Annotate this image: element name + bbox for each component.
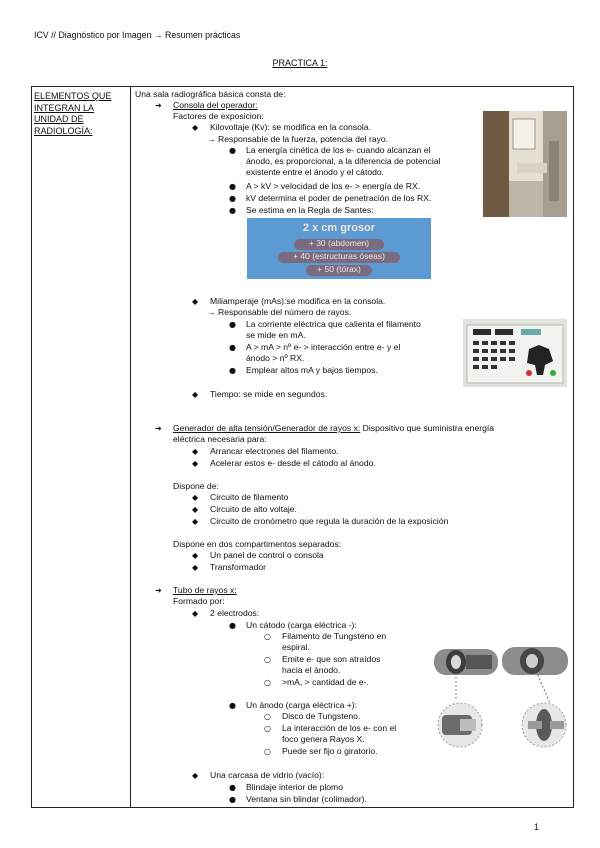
dot-bullet: ● [229, 701, 236, 710]
circle-bullet: ○ [264, 724, 271, 733]
circle-bullet: ○ [264, 632, 271, 641]
kv-resp-text: → Responsable de la fuerza, potencia del rayo. [207, 134, 389, 144]
gen-d2-text: Acelerar estos e- desde el cátodo al ánodo. [210, 458, 376, 468]
compartimentos-text: Dispone en dos compartimentos separados: [173, 539, 342, 549]
gen-d1-text: Arrancar electrones del filamento. [210, 446, 339, 456]
ma-text: Miliamperaje (mAs):se modifica en la consola. [210, 296, 386, 306]
circle-bullet: ○ [264, 655, 271, 664]
generador-line2: eléctrica necesaria para: [173, 434, 267, 444]
comp1-text: Un panel de control o consola [210, 550, 324, 560]
circle-bullet: ○ [264, 678, 271, 687]
cat2-line1: Emite e- que son atraídos [282, 654, 381, 664]
an3-text: Puede ser fijo o giratorio. [282, 746, 378, 756]
santes-line: + 50 (tórax) [317, 264, 361, 274]
formado-text: Formado por: [173, 596, 225, 606]
santes-line: + 40 (estructuras óseas) [293, 251, 385, 261]
diamond-bullet: ◆ [192, 123, 199, 132]
dot-bullet: ● [229, 194, 236, 203]
kv-b1-line1: La energía cinética de los e- cuando alcanzan el [246, 145, 431, 155]
comp2-text: Transformador [210, 562, 267, 572]
xray-room-photo [483, 111, 567, 217]
dot-bullet: ● [229, 783, 236, 792]
arrow-bullet: ➔ [155, 586, 162, 595]
arrow-bullet: ➔ [155, 101, 162, 110]
circle-bullet: ○ [264, 712, 271, 721]
dot-bullet: ● [229, 206, 236, 215]
tiempo-text: Tiempo: se mide en segundos. [210, 389, 328, 399]
generador-desc: Dispositivo que suministra energía [360, 423, 495, 433]
diamond-bullet: ◆ [192, 505, 199, 514]
carcasa-text: Una carcasa de vidrio (vacío): [210, 770, 325, 780]
dispone-text: Dispone de: [173, 481, 219, 491]
page-number: 1 [534, 822, 540, 832]
an2-line2: foco genera Rayos X. [282, 734, 365, 744]
generador-heading: Generador de alta tensión/Generador de rayos x: [173, 423, 361, 433]
control-console-photo [463, 319, 567, 387]
santes-rule-image [247, 218, 431, 279]
disp2-text: Circuito de alto voltaje. [210, 504, 297, 514]
ma-b1-line1: La corriente eléctrica que calienta el filamento [246, 319, 421, 329]
disp3-text: Circuito de cronómetro que regula la duración de la exposición [210, 516, 449, 526]
dot-bullet: ● [229, 146, 236, 155]
kv-b3-text: kV determina el poder de penetración de los RX. [246, 193, 432, 203]
dot-bullet: ● [229, 621, 236, 630]
santes-line: 2 x cm grosor [302, 222, 376, 234]
diamond-bullet: ◆ [192, 563, 199, 572]
ma-b3-text: Emplear altos mA y bajos tiempos. [246, 365, 378, 375]
ma-resp-text: → Responsable del número de rayos. [207, 307, 352, 317]
kv-b1-line3: existente entre el ánodo y el cátodo. [246, 167, 385, 177]
diamond-bullet: ◆ [192, 297, 199, 306]
xray-tube-illustration [432, 641, 572, 753]
column-divider [130, 86, 131, 808]
generador-line1 [173, 423, 494, 434]
diamond-bullet: ◆ [192, 493, 199, 502]
anodo-text: Un ánodo (carga eléctrica +): [246, 700, 358, 710]
dot-bullet: ● [229, 343, 236, 352]
page-title: PRACTICA 1: [272, 58, 328, 68]
diamond-bullet: ◆ [192, 771, 199, 780]
dot-bullet: ● [229, 182, 236, 191]
cat3-text: >mA, > cantidad de e-. [282, 677, 369, 687]
disp1-text: Circuito de filamento [210, 492, 289, 502]
diamond-bullet: ◆ [192, 447, 199, 456]
diamond-bullet: ◆ [192, 551, 199, 560]
dot-bullet: ● [229, 795, 236, 804]
cat2-line2: hacia el ánodo. [282, 665, 341, 675]
ma-b2-line1: A > mA > nº e- > interacción entre e- y el [246, 342, 401, 352]
dot-bullet: ● [229, 366, 236, 375]
document-header: ICV // Diagnóstico por Imagen → Resumen prácticas [34, 30, 241, 40]
kv-b4-text: Se estima en la Regla de Santes: [246, 205, 374, 215]
an2-line1: La interacción de los e- con el [282, 723, 397, 733]
ma-b1-line2: se mide en mA. [246, 330, 306, 340]
catodo-text: Un cátodo (carga eléctrica -): [246, 620, 357, 630]
factores-text: Factores de exposicion: [173, 111, 264, 121]
cat1-line1: Filamento de Tungsteno en [282, 631, 387, 641]
an1-text: Disco de Tungsteno. [282, 711, 361, 721]
diamond-bullet: ◆ [192, 390, 199, 399]
diamond-bullet: ◆ [192, 517, 199, 526]
kv-b1-line2: ánodo, es proporcional, a la diferencia de potencial [246, 156, 441, 166]
intro-text: Una sala radiográfica básica consta de: [135, 89, 286, 99]
santes-line: + 30 (abdomen) [308, 238, 370, 248]
circle-bullet: ○ [264, 747, 271, 756]
tubo-heading: Tubo de rayos x: [173, 585, 237, 595]
car2-text: Ventana sin blindar (colimador). [246, 794, 367, 804]
section-title: ELEMENTOS QUE INTEGRAN LA UNIDAD DE RADIOLOGÍA: [34, 91, 112, 136]
consola-heading: Consola del operador: [173, 100, 258, 110]
diamond-bullet: ◆ [192, 459, 199, 468]
kv-text: Kilovoltaje (Kv): se modifica en la consola. [210, 122, 371, 132]
electrodos-text: 2 electrodos: [210, 608, 260, 618]
cat1-line2: espiral. [282, 642, 310, 652]
car1-text: Blindaje interior de plomo [246, 782, 343, 792]
ma-b2-line2: ánodo > nº RX. [246, 353, 305, 363]
kv-b2-text: A > kV > velocidad de los e- > energía de RX. [246, 181, 421, 191]
arrow-bullet: ➔ [155, 424, 162, 433]
diamond-bullet: ◆ [192, 609, 199, 618]
dot-bullet: ● [229, 320, 236, 329]
